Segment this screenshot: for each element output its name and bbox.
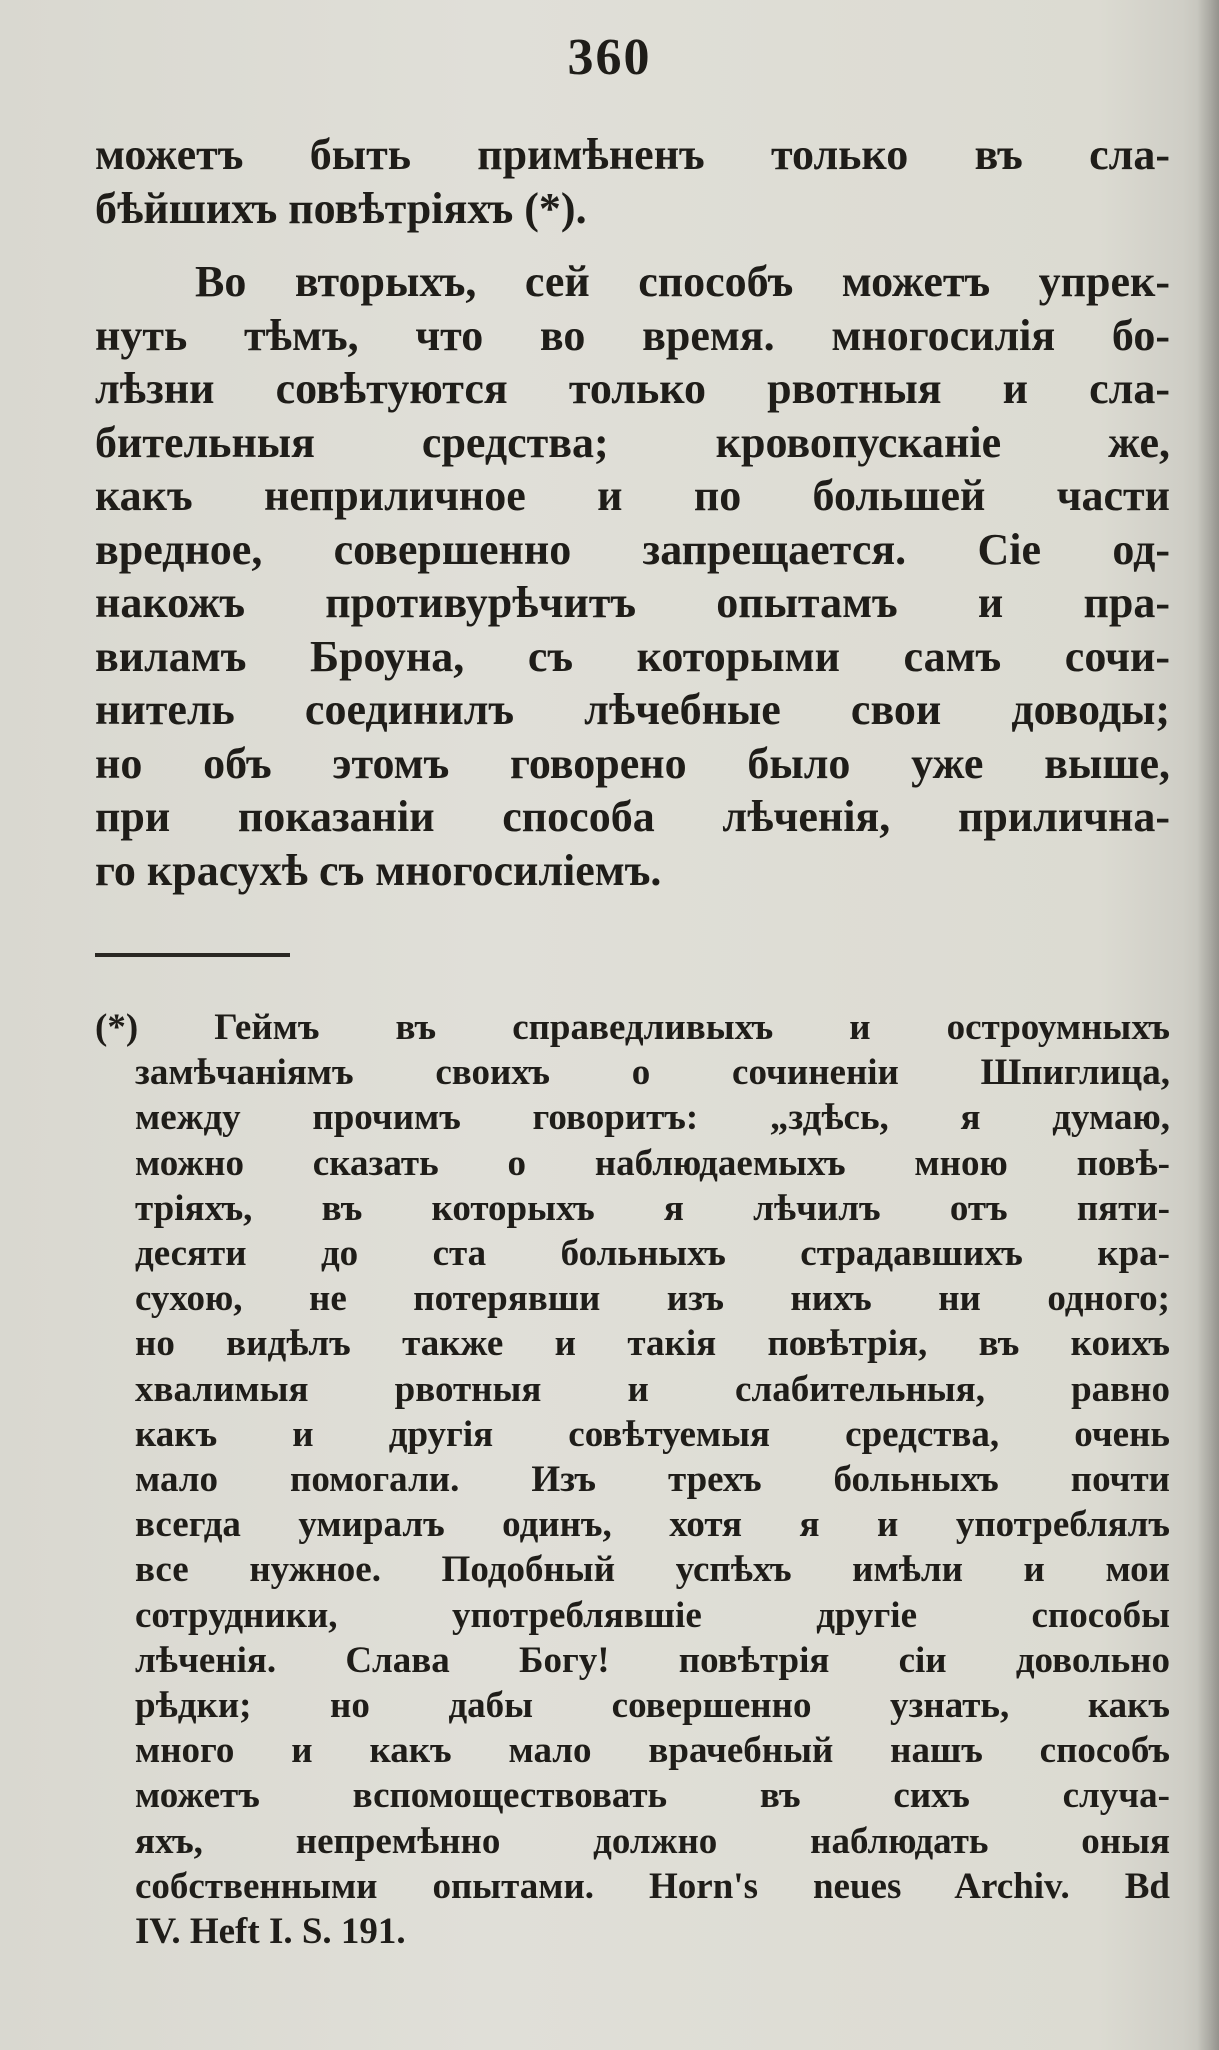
- text-line: но объ этомъ говорено было уже выше,: [95, 738, 1170, 788]
- text-line: нитель соединилъ лѣчебные свои доводы;: [95, 685, 1170, 734]
- footnote-line: собственными опытами. Horn's neues Archiv. Bd: [135, 1865, 1170, 1907]
- footnote-separator: [95, 953, 290, 957]
- footnote-line: (*) Геймъ въ справедливыхъ и остроумныхъ: [95, 1007, 1170, 1048]
- page-number: 360: [567, 29, 652, 86]
- footnote-line: рѣдки; но дабы совершенно узнать, какъ: [135, 1685, 1170, 1727]
- text-line: виламъ Броуна, съ которыми самъ сочи-: [95, 631, 1170, 681]
- footnote-line: всегда умиралъ одинъ, хотя я и употреблялъ: [135, 1504, 1170, 1546]
- footnote: [95, 1005, 1170, 1954]
- footnote-line: много и какъ мало врачебный нашъ способъ: [135, 1730, 1170, 1772]
- footnote-line: IV. Heft I. S. 191.: [135, 1911, 406, 1953]
- footnote-line: десяти до ста больныхъ страдавшихъ кра-: [135, 1233, 1170, 1275]
- text-line: го красухѣ съ многосиліемъ.: [95, 845, 662, 895]
- text-line: нуть тѣмъ, что во время. многосилія бо-: [95, 310, 1170, 360]
- footnote-line: сотрудники, употреблявшіе другіе способы: [135, 1594, 1170, 1636]
- page-edge-shadow: [1197, 0, 1219, 2050]
- text-line: лѣзни совѣтуются только рвотныя и сла-: [95, 364, 1170, 413]
- text-line: бѣйшихъ повѣтріяхъ (*).: [95, 183, 587, 233]
- footnote-line: тріяхъ, въ которыхъ я лѣчилъ отъ пяти-: [135, 1187, 1170, 1229]
- footnote-line: можетъ вспомоществовать въ сихъ случа-: [135, 1775, 1170, 1817]
- footnote-line: между прочимъ говоритъ: „здѣсь, я думаю,: [135, 1097, 1170, 1139]
- footnote-line: но видѣлъ также и такія повѣтрія, въ коихъ: [135, 1323, 1170, 1365]
- footnote-line: мало помогали. Изъ трехъ больныхъ почти: [135, 1459, 1170, 1501]
- text-line: вредное, совершенно запрещается. Сіе од-: [95, 524, 1170, 574]
- main-text: [95, 128, 1170, 897]
- footnote-line: сухою, не потерявши изъ нихъ ни одного;: [135, 1278, 1170, 1320]
- text-line: какъ неприличное и по большей части: [95, 471, 1170, 520]
- footnote-line: какъ и другія совѣтуемыя средства, очень: [135, 1413, 1170, 1455]
- footnote-line: лѣченія. Слава Богу! повѣтрія сіи довольно: [135, 1639, 1170, 1681]
- text-line: накожъ противурѣчитъ опытамъ и пра-: [95, 578, 1170, 627]
- footnote-line: яхъ, непремѣнно должно наблюдать оныя: [135, 1820, 1170, 1862]
- footnote-line: все нужное. Подобный успѣхъ имѣли и мои: [135, 1549, 1170, 1591]
- footnote-line: замѣчаніямъ своихъ о сочиненіи Шпиглица,: [135, 1052, 1170, 1094]
- text-line: можетъ быть примѣненъ только въ сла-: [95, 130, 1170, 179]
- text-line-content: Во вторыхъ, сей способъ можетъ упрек-: [195, 257, 1170, 306]
- footnote-line: можно сказать о наблюдаемыхъ мною повѣ-: [135, 1142, 1170, 1184]
- text-line: бительныя средства; кровопусканіе же,: [95, 417, 1170, 467]
- footnote-line: хвалимыя рвотныя и слабительныя, равно: [135, 1368, 1170, 1410]
- text-line-indented: [95, 255, 1170, 309]
- text-line: при показаніи способа лѣченія, прилична-: [95, 792, 1170, 841]
